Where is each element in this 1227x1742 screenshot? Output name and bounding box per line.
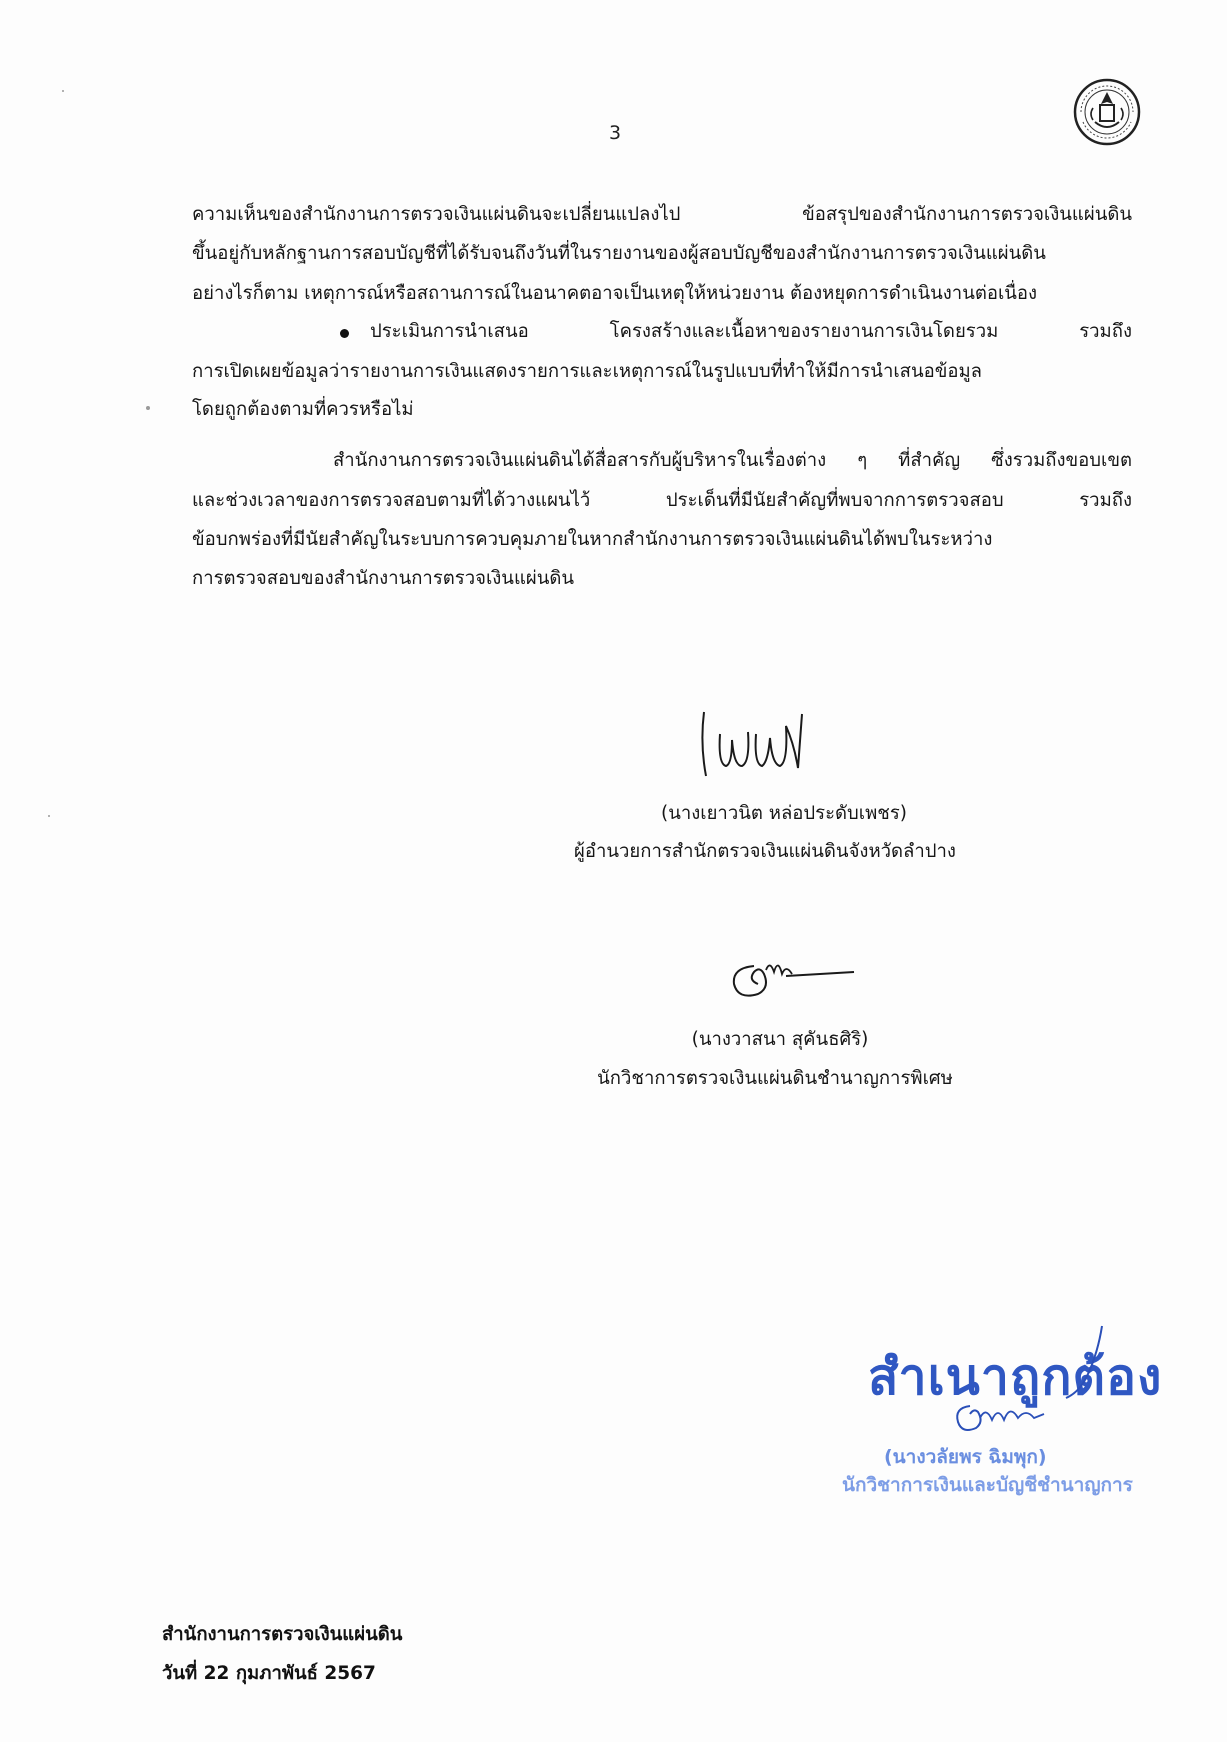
paragraph1-line3: อย่างไรก็ตาม เหตุการณ์หรือสถานการณ์ในอนาคตอาจเป็นเหตุให้หน่วยงาน ต้องหยุดการดำเนินงานต่อเนื่อง <box>192 283 1038 304</box>
certified-copy-stamp: สำเนาถูกต้อง <box>868 1348 1163 1406</box>
signer2-position: นักวิชาการตรวจเงินแผ่นดินชำนาญการพิเศษ <box>597 1068 953 1089</box>
signature-auditor <box>728 950 858 1002</box>
paragraph2-line3: ข้อบกพร่องที่มีนัยสำคัญในระบบการควบคุมภายในหากสำนักงานการตรวจเงินแผ่นดินได้พบในระหว่าง <box>192 529 993 550</box>
signer1-position: ผู้อำนวยการสำนักตรวจเงินแผ่นดินจังหวัดลำปาง <box>574 841 956 862</box>
scan-speck <box>48 815 50 817</box>
footer-date: วันที่ 22 กุมภาพันธ์ 2567 <box>162 1663 376 1684</box>
page-number: 3 <box>608 122 622 144</box>
certifier-name: (นางวลัยพร ฉิมพุก) <box>884 1446 1047 1468</box>
scan-speck <box>62 90 64 92</box>
bullet-line1: ประเมินการนำเสนอ โครงสร้างและเนื้อหาของรายงานการเงินโดยรวม รวมถึง <box>370 321 1132 342</box>
office-seal-icon <box>1073 78 1141 146</box>
signer1-name: (นางเยาวนิต หล่อประดับเพชร) <box>660 803 907 824</box>
footer-office: สำนักงานการตรวจเงินแผ่นดิน <box>162 1624 403 1645</box>
scan-speck <box>146 406 150 410</box>
paragraph1-line1: ความเห็นของสำนักงานการตรวจเงินแผ่นดินจะเปลี่ยนแปลงไป ข้อสรุปของสำนักงานการตรวจเงินแผ่นดิน <box>192 204 1132 225</box>
paragraph2-line2: และช่วงเวลาของการตรวจสอบตามที่ได้วางแผนไว้ ประเด็นที่มีนัยสำคัญที่พบจากการตรวจสอบ รวมถึง <box>192 490 1132 511</box>
bullet-line3: โดยถูกต้องตามที่ควรหรือไม่ <box>192 399 414 420</box>
signature-director <box>698 704 818 780</box>
certifier-position: นักวิชาการเงินและบัญชีชำนาญการ <box>842 1474 1133 1496</box>
signature-certifier <box>948 1322 1118 1458</box>
signer2-name: (นางวาสนา สุคันธศิริ) <box>691 1029 869 1050</box>
paragraph1-line2: ขึ้นอยู่กับหลักฐานการสอบบัญชีที่ได้รับจนถึงวันที่ในรายงานของผู้สอบบัญชีของสำนักงานการตรวจเงินแผ่นดิน <box>192 243 1046 264</box>
bullet-icon <box>340 329 349 338</box>
bullet-line2: การเปิดเผยข้อมูลว่ารายงานการเงินแสดงรายการและเหตุการณ์ในรูปแบบที่ทำให้มีการนำเสนอข้อมูล <box>192 361 982 382</box>
paragraph2-line4: การตรวจสอบของสำนักงานการตรวจเงินแผ่นดิน <box>192 568 575 589</box>
paragraph2-line1: สำนักงานการตรวจเงินแผ่นดินได้สื่อสารกับผู้บริหารในเรื่องต่าง ๆ ที่สำคัญ ซึ่งรวมถึงขอบเขต <box>333 450 1132 471</box>
